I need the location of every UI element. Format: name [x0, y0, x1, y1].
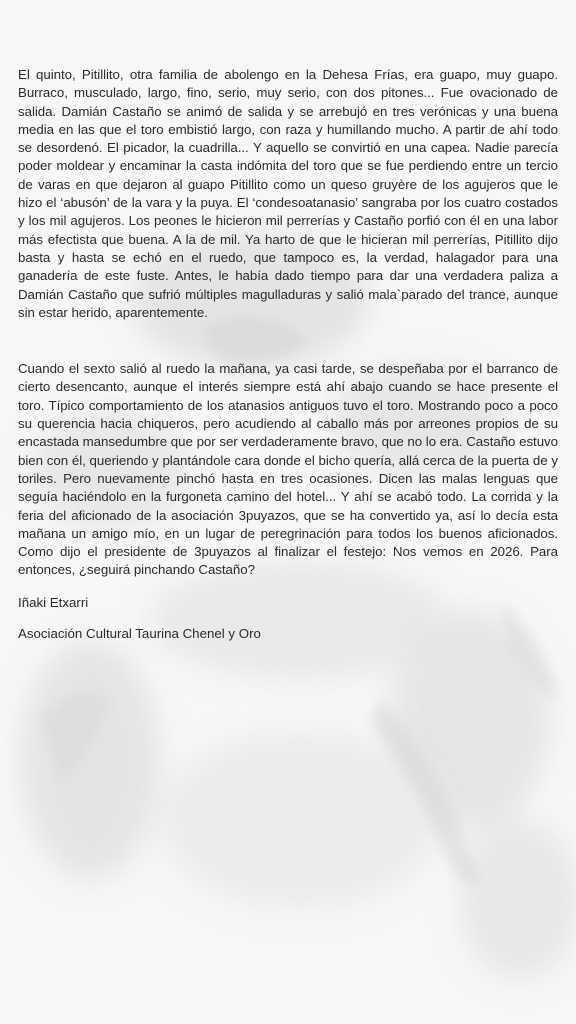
paragraph-quinto-toro: El quinto, Pitillito, otra familia de abolengo en la Dehesa Frías, era guapo, muy guapo. Burraco, musculado, largo, fino, serio, muy serio, con dos pitones... Fue ovacionado de salida. Damián Castaño se animó de salida y se arrebujó en tres verónicas y una buena media en las que el toro embistió largo, con raza y humillando mucho. A partir de ahí todo se desordenó. El picador, la cuadrilla... Y aquello se convirtió en una capea. Nadie parecía poder moldear y encaminar la casta indómita del toro que se fue perdiendo entre un tercio de varas en que dejaron al guapo Pitillito como un queso gruyère de los agujeros que le hizo el ‘abusón’ de la vara y la puya. El ‘condesoatanasio’ sangraba por los cuatro costados y los mil agujeros. Los peones le hicieron mil perrerías y Castaño porfió con él en una labor más efectista que buena. A la de mil. Ya harto de que le hicieran mil perrerías, Pitillito dijo basta y hasta se echó en el ruedo, que tampoco es, la verdad, halagador para una ganadería de este fuste. Antes, le había dado tiempo para dar una verdadera paliza a Damián Castaño que sufrió múltiples magulladuras y salió mala`parado del trance, aunque sin estar herido, aparentemente.	[18, 67, 558, 320]
article-body	[18, 66, 558, 656]
paragraph-sexto-toro: Cuando el sexto salió al ruedo la mañana, ya casi tarde, se despeñaba por el barranco de cierto desencanto, aunque el interés siempre está ahí abajo cuando se hace presente el toro. Típico comportamiento de los atanasios antiguos tuvo el toro. Mostrando poco a poco su querencia hacia chiqueros, pero acudiendo al caballo más por arreones propios de su encastada mansedumbre que por ser verdaderamente bravo, que no lo era. Castaño estuvo bien con él, queriendo y plantándole cara donde el bicho quería, allá cerca de la puerta de y toriles. Pero nuevamente pinchó hasta en tres ocasiones. Dicen las malas lenguas que seguía haciéndolo en la furgoneta camino del hotel... Y ahí se acabó todo. La corrida y la feria del aficionado de la asociación 3puyazos, que se ha convertido ya, así lo decía esta mañana un amigo mío, en un lugar de peregrinación para todos los buenos aficionados. Como dijo el presidente de 3puyazos al finalizar el festejo: Nos vemos en 2026. Para entonces, ¿seguirá pinchando Castaño?	[18, 361, 558, 578]
organization-name: Asociación Cultural Taurina Chenel y Oro	[18, 626, 261, 642]
author-name: Iñaki Etxarri	[18, 594, 89, 610]
